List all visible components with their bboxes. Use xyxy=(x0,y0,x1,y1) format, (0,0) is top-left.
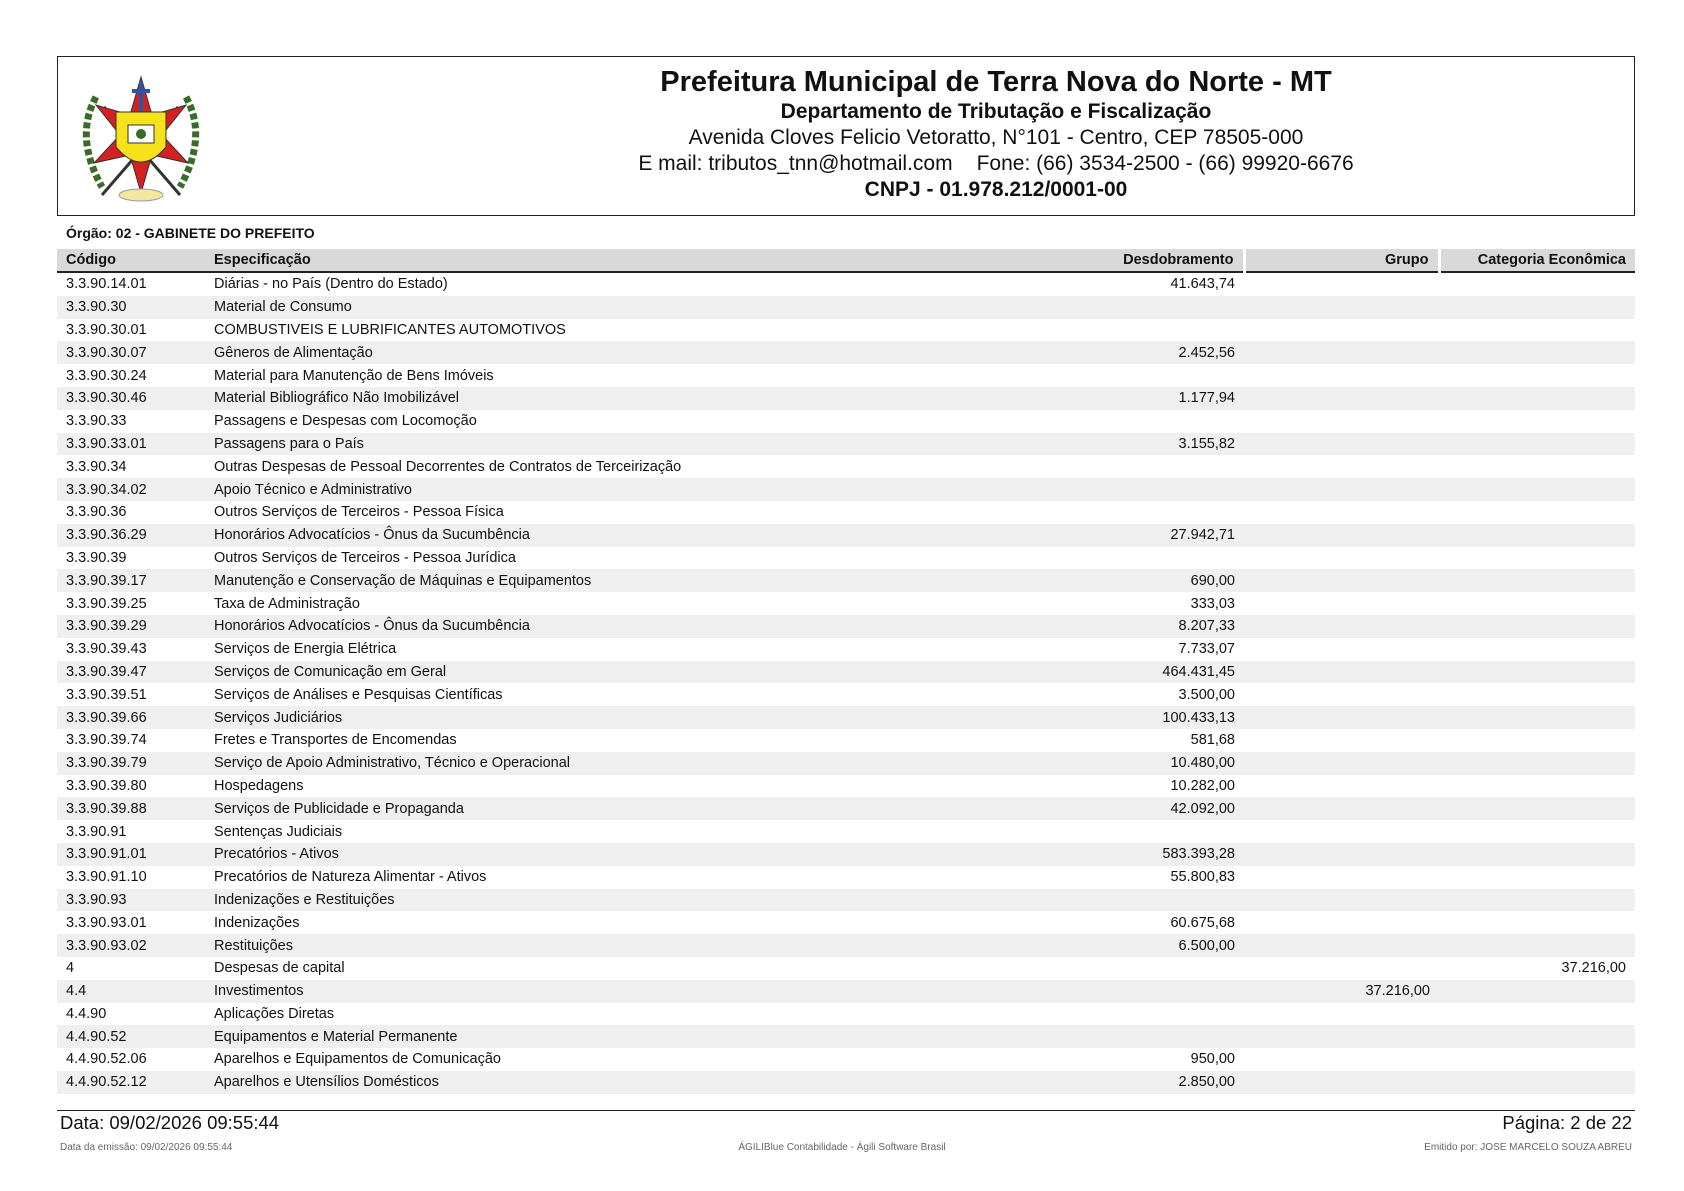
cell-desdobramento xyxy=(1049,1025,1244,1048)
cell-grupo xyxy=(1244,866,1439,889)
cell-categoria xyxy=(1439,478,1635,501)
cell-desdobramento: 6.500,00 xyxy=(1049,934,1244,957)
cell-categoria xyxy=(1439,524,1635,547)
department-name: Departamento de Tributação e Fiscalização xyxy=(780,100,1212,123)
table-row xyxy=(57,934,1635,957)
cell-grupo xyxy=(1244,272,1439,296)
cell-desdobramento: 60.675,68 xyxy=(1170,914,1235,931)
cell-categoria xyxy=(1439,341,1635,364)
cell-grupo xyxy=(1244,387,1439,410)
cell-codigo: 3.3.90.91 xyxy=(66,823,127,840)
cell-especificacao: Equipamentos e Material Permanente xyxy=(205,1025,1049,1048)
table-row xyxy=(57,706,1635,729)
table-row xyxy=(57,683,1635,706)
cell-especificacao: Taxa de Administração xyxy=(214,595,360,612)
column-header-desdobramento: Desdobramento xyxy=(1049,249,1244,272)
cell-codigo: 3.3.90.34 xyxy=(66,458,127,475)
cell-codigo: 3.3.90.36 xyxy=(66,504,127,521)
cell-grupo xyxy=(1244,911,1439,934)
cell-grupo xyxy=(1244,524,1439,547)
cell-especificacao: Passagens para o País xyxy=(205,433,1049,456)
cell-desdobramento: 583.393,28 xyxy=(1049,843,1244,866)
cell-categoria xyxy=(1439,410,1635,433)
cell-codigo: 4.4.90.52.06 xyxy=(66,1051,147,1068)
cell-categoria xyxy=(1439,843,1635,866)
phone: Fone: (66) 3534-2500 - (66) 99920-6676 xyxy=(976,152,1354,175)
cell-categoria xyxy=(1439,547,1635,570)
cell-desdobramento: 10.282,00 xyxy=(1170,777,1235,794)
cell-especificacao: Manutenção e Conservação de Máquinas e Equipamentos xyxy=(205,569,1049,592)
table-row xyxy=(57,478,1635,501)
cell-desdobramento xyxy=(1049,296,1244,319)
cell-categoria xyxy=(1439,775,1635,798)
cell-desdobramento xyxy=(1049,455,1244,478)
column-header-grupo: Grupo xyxy=(1244,249,1439,272)
cell-codigo: 3.3.90.39.74 xyxy=(66,732,147,749)
cell-grupo xyxy=(1244,820,1439,843)
cell-categoria xyxy=(1439,615,1635,638)
cell-especificacao: Serviços de Energia Elétrica xyxy=(214,641,397,658)
cell-grupo xyxy=(1244,433,1439,456)
cell-grupo xyxy=(1244,1025,1439,1048)
footer-date: Data: 09/02/2026 09:55:44 xyxy=(60,1112,280,1133)
cell-grupo xyxy=(1244,797,1439,820)
header-text xyxy=(358,65,1634,203)
cell-grupo xyxy=(1244,683,1439,706)
column-header-categoria: Categoria Econômica xyxy=(1439,249,1635,272)
cell-especificacao: Investimentos xyxy=(205,980,1049,1003)
table-row xyxy=(57,980,1635,1003)
cell-grupo xyxy=(1244,957,1439,980)
table-row xyxy=(57,1003,1635,1026)
cell-desdobramento: 690,00 xyxy=(1049,569,1244,592)
table-row xyxy=(57,866,1635,889)
table-row xyxy=(57,1071,1635,1094)
table-row xyxy=(57,820,1635,843)
cell-codigo: 3.3.90.91.10 xyxy=(66,869,147,886)
cell-categoria xyxy=(1439,1003,1635,1026)
cell-grupo xyxy=(1244,341,1439,364)
cell-codigo: 4 xyxy=(66,960,75,977)
table-row xyxy=(57,592,1635,615)
cell-categoria xyxy=(1439,319,1635,342)
cell-categoria xyxy=(1439,661,1635,684)
cell-especificacao: Serviços de Comunicação em Geral xyxy=(205,661,1049,684)
cell-codigo: 3.3.90.39.25 xyxy=(66,595,147,612)
cell-especificacao: COMBUSTIVEIS E LUBRIFICANTES AUTOMOTIVOS xyxy=(214,321,566,338)
cell-codigo: 4.4 xyxy=(57,980,205,1003)
cell-codigo: 3.3.90.14.01 xyxy=(66,276,147,293)
cell-categoria xyxy=(1439,638,1635,661)
cell-especificacao: Honorários Advocatícios - Ônus da Sucumbência xyxy=(205,524,1049,547)
cell-desdobramento: 7.733,07 xyxy=(1178,641,1235,658)
cell-categoria xyxy=(1439,683,1635,706)
coat-of-arms-icon xyxy=(66,67,216,207)
cell-codigo: 3.3.90.93 xyxy=(57,889,205,912)
cell-desdobramento xyxy=(1049,410,1244,433)
software-credit: ÁGILIBlue Contabilidade - Ágili Software Brasil xyxy=(738,1142,946,1153)
cell-codigo: 3.3.90.30.07 xyxy=(57,341,205,364)
table-row xyxy=(57,889,1635,912)
cell-categoria xyxy=(1439,569,1635,592)
cell-desdobramento: 8.207,33 xyxy=(1049,615,1244,638)
cell-grupo xyxy=(1244,1071,1439,1094)
cell-codigo: 4.4.90 xyxy=(66,1005,107,1022)
cell-especificacao: Indenizações e Restituições xyxy=(205,889,1049,912)
cell-categoria xyxy=(1439,364,1635,387)
table-row xyxy=(57,364,1635,387)
page-number: Página: 2 de 22 xyxy=(1502,1112,1632,1133)
cell-codigo: 3.3.90.39.66 xyxy=(57,706,205,729)
table-row xyxy=(57,752,1635,775)
cell-grupo xyxy=(1244,296,1439,319)
table-row xyxy=(57,524,1635,547)
table-row xyxy=(57,433,1635,456)
cell-especificacao: Outros Serviços de Terceiros - Pessoa Física xyxy=(214,504,504,521)
cell-grupo xyxy=(1244,478,1439,501)
cell-codigo: 3.3.90.91.01 xyxy=(57,843,205,866)
cell-especificacao: Passagens e Despesas com Locomoção xyxy=(214,413,477,430)
page-title: Prefeitura Municipal de Terra Nova do Norte - MT xyxy=(660,66,1332,98)
cell-desdobramento xyxy=(1049,364,1244,387)
cell-especificacao: Diárias - no País (Dentro do Estado) xyxy=(214,276,448,293)
table-row xyxy=(57,387,1635,410)
cell-categoria xyxy=(1439,752,1635,775)
cell-desdobramento: 100.433,13 xyxy=(1049,706,1244,729)
cell-desdobramento: 41.643,74 xyxy=(1170,276,1235,293)
cell-categoria xyxy=(1439,501,1635,524)
cell-grupo xyxy=(1244,775,1439,798)
cell-grupo xyxy=(1244,455,1439,478)
cell-especificacao: Restituições xyxy=(205,934,1049,957)
cell-grupo xyxy=(1244,592,1439,615)
cell-categoria xyxy=(1439,706,1635,729)
expense-table xyxy=(57,249,1635,1094)
cell-especificacao: Outras Despesas de Pessoal Decorrentes de Contratos de Terceirização xyxy=(214,458,682,475)
cell-desdobramento: 333,03 xyxy=(1190,595,1235,612)
cell-especificacao: Serviços de Publicidade e Propaganda xyxy=(205,797,1049,820)
table-row xyxy=(57,455,1635,478)
table-row xyxy=(57,319,1635,342)
emission-date: Data da emissão: 09/02/2026 09:55:44 xyxy=(60,1142,233,1153)
cell-grupo xyxy=(1244,569,1439,592)
contact-line xyxy=(358,151,1634,177)
cell-desdobramento: 3.155,82 xyxy=(1049,433,1244,456)
cell-categoria xyxy=(1439,911,1635,934)
cell-codigo: 3.3.90.33 xyxy=(66,413,127,430)
table-row xyxy=(57,911,1635,934)
cell-grupo xyxy=(1244,661,1439,684)
cell-codigo: 3.3.90.33.01 xyxy=(57,433,205,456)
cell-especificacao: Despesas de capital xyxy=(214,960,345,977)
table-row xyxy=(57,729,1635,752)
cell-desdobramento: 464.431,45 xyxy=(1049,661,1244,684)
cell-especificacao: Aparelhos e Equipamentos de Comunicação xyxy=(214,1051,501,1068)
table-row xyxy=(57,1048,1635,1071)
cell-desdobramento xyxy=(1049,319,1244,342)
cell-codigo: 3.3.90.30.01 xyxy=(66,321,147,338)
cell-categoria xyxy=(1439,820,1635,843)
orgao-label: Órgão: 02 - GABINETE DO PREFEITO xyxy=(66,225,315,241)
cell-categoria xyxy=(1439,296,1635,319)
cell-desdobramento: 55.800,83 xyxy=(1170,869,1235,886)
column-header-codigo: Código xyxy=(57,249,205,272)
cell-especificacao: Gêneros de Alimentação xyxy=(205,341,1049,364)
cell-especificacao: Aparelhos e Utensílios Domésticos xyxy=(205,1071,1049,1094)
address: Avenida Cloves Felicio Vetoratto, N°101 - Centro, CEP 78505-000 xyxy=(688,126,1304,149)
cell-categoria xyxy=(1439,592,1635,615)
cell-desdobramento xyxy=(1049,501,1244,524)
cell-especificacao: Fretes e Transportes de Encomendas xyxy=(214,732,457,749)
cell-desdobramento: 27.942,71 xyxy=(1049,524,1244,547)
cell-categoria xyxy=(1439,1025,1635,1048)
cell-especificacao: Honorários Advocatícios - Ônus da Sucumbência xyxy=(205,615,1049,638)
cell-categoria xyxy=(1439,1048,1635,1071)
cell-codigo: 3.3.90.39.47 xyxy=(57,661,205,684)
cell-grupo xyxy=(1244,889,1439,912)
cell-grupo xyxy=(1244,752,1439,775)
cell-desdobramento: 2.850,00 xyxy=(1049,1071,1244,1094)
table-row xyxy=(57,1025,1635,1048)
cnpj: CNPJ - 01.978.212/0001-00 xyxy=(864,178,1128,201)
cell-codigo: 3.3.90.93.02 xyxy=(57,934,205,957)
cell-categoria xyxy=(1439,1071,1635,1094)
cell-grupo xyxy=(1244,706,1439,729)
cell-especificacao: Indenizações xyxy=(214,914,300,931)
cell-categoria xyxy=(1439,889,1635,912)
table-row xyxy=(57,615,1635,638)
cell-codigo: 3.3.90.30.24 xyxy=(66,367,147,384)
cell-codigo: 3.3.90.39 xyxy=(66,549,127,566)
cell-grupo xyxy=(1244,410,1439,433)
table-row xyxy=(57,569,1635,592)
cell-especificacao: Sentenças Judiciais xyxy=(214,823,343,840)
cell-grupo xyxy=(1244,501,1439,524)
cell-codigo: 3.3.90.30 xyxy=(57,296,205,319)
cell-especificacao: Precatórios - Ativos xyxy=(205,843,1049,866)
table-row xyxy=(57,661,1635,684)
cell-desdobramento: 10.480,00 xyxy=(1049,752,1244,775)
cell-codigo: 3.3.90.39.43 xyxy=(66,641,147,658)
cell-especificacao: Serviços de Análises e Pesquisas Científicas xyxy=(214,686,503,703)
cell-grupo xyxy=(1244,1003,1439,1026)
table-row xyxy=(57,501,1635,524)
cell-desdobramento xyxy=(1049,547,1244,570)
table-row xyxy=(57,775,1635,798)
cell-desdobramento xyxy=(1049,889,1244,912)
cell-especificacao: Hospedagens xyxy=(214,777,304,794)
cell-desdobramento: 581,68 xyxy=(1190,732,1235,749)
cell-especificacao: Precatórios de Natureza Alimentar - Ativos xyxy=(214,869,487,886)
cell-desdobramento xyxy=(1049,957,1244,980)
cell-desdobramento: 3.500,00 xyxy=(1178,686,1235,703)
cell-codigo: 3.3.90.39.79 xyxy=(57,752,205,775)
cell-grupo xyxy=(1244,364,1439,387)
cell-codigo: 3.3.90.39.80 xyxy=(66,777,147,794)
table-row xyxy=(57,797,1635,820)
cell-categoria xyxy=(1439,433,1635,456)
cell-codigo: 3.3.90.34.02 xyxy=(57,478,205,501)
cell-especificacao: Material de Consumo xyxy=(205,296,1049,319)
cell-desdobramento: 950,00 xyxy=(1190,1051,1235,1068)
cell-grupo xyxy=(1244,319,1439,342)
cell-codigo: 3.3.90.30.46 xyxy=(57,387,205,410)
cell-categoria xyxy=(1439,934,1635,957)
cell-categoria xyxy=(1439,272,1635,296)
cell-especificacao: Apoio Técnico e Administrativo xyxy=(205,478,1049,501)
cell-codigo: 3.3.90.39.17 xyxy=(57,569,205,592)
cell-codigo: 4.4.90.52.12 xyxy=(57,1071,205,1094)
cell-especificacao: Aplicações Diretas xyxy=(214,1005,335,1022)
cell-categoria xyxy=(1439,797,1635,820)
cell-categoria xyxy=(1439,980,1635,1003)
cell-grupo xyxy=(1244,729,1439,752)
cell-categoria xyxy=(1439,729,1635,752)
cell-especificacao: Outros Serviços de Terceiros - Pessoa Jurídica xyxy=(214,549,516,566)
table-row xyxy=(57,410,1635,433)
cell-categoria xyxy=(1439,387,1635,410)
cell-codigo: 4.4.90.52 xyxy=(57,1025,205,1048)
cell-grupo xyxy=(1244,934,1439,957)
cell-especificacao: Material para Manutenção de Bens Imóveis xyxy=(214,367,494,384)
cell-codigo: 3.3.90.39.51 xyxy=(66,686,147,703)
table-row xyxy=(57,843,1635,866)
column-header-especificacao: Especificação xyxy=(205,249,1049,272)
cell-grupo xyxy=(1244,615,1439,638)
cell-especificacao: Serviços Judiciários xyxy=(205,706,1049,729)
table-row xyxy=(57,296,1635,319)
cell-categoria xyxy=(1439,455,1635,478)
cell-grupo xyxy=(1244,1048,1439,1071)
cell-codigo: 3.3.90.93.01 xyxy=(66,914,147,931)
cell-categoria: 37.216,00 xyxy=(1561,960,1626,977)
report-header xyxy=(57,56,1635,216)
cell-desdobramento: 2.452,56 xyxy=(1049,341,1244,364)
table-row xyxy=(57,638,1635,661)
cell-codigo: 3.3.90.39.88 xyxy=(57,797,205,820)
cell-grupo: 37.216,00 xyxy=(1244,980,1439,1003)
issued-by: Emitido por: JOSE MARCELO SOUZA ABREU xyxy=(1424,1142,1632,1153)
cell-desdobramento xyxy=(1049,478,1244,501)
cell-grupo xyxy=(1244,638,1439,661)
footer-divider xyxy=(57,1110,1635,1111)
cell-grupo xyxy=(1244,547,1439,570)
cell-desdobramento: 1.177,94 xyxy=(1049,387,1244,410)
table-row xyxy=(57,272,1635,296)
table-row xyxy=(57,957,1635,980)
cell-desdobramento xyxy=(1049,980,1244,1003)
cell-codigo: 3.3.90.36.29 xyxy=(57,524,205,547)
table-row xyxy=(57,341,1635,364)
table-row xyxy=(57,547,1635,570)
cell-especificacao: Serviço de Apoio Administrativo, Técnico e Operacional xyxy=(205,752,1049,775)
cell-grupo xyxy=(1244,843,1439,866)
cell-categoria xyxy=(1439,866,1635,889)
cell-desdobramento: 42.092,00 xyxy=(1049,797,1244,820)
table-header-row xyxy=(57,249,1635,272)
email: E mail: tributos_tnn@hotmail.com xyxy=(638,152,953,175)
cell-especificacao: Material Bibliográfico Não Imobilizável xyxy=(205,387,1049,410)
cell-desdobramento xyxy=(1049,820,1244,843)
cell-codigo: 3.3.90.39.29 xyxy=(57,615,205,638)
cell-desdobramento xyxy=(1049,1003,1244,1026)
